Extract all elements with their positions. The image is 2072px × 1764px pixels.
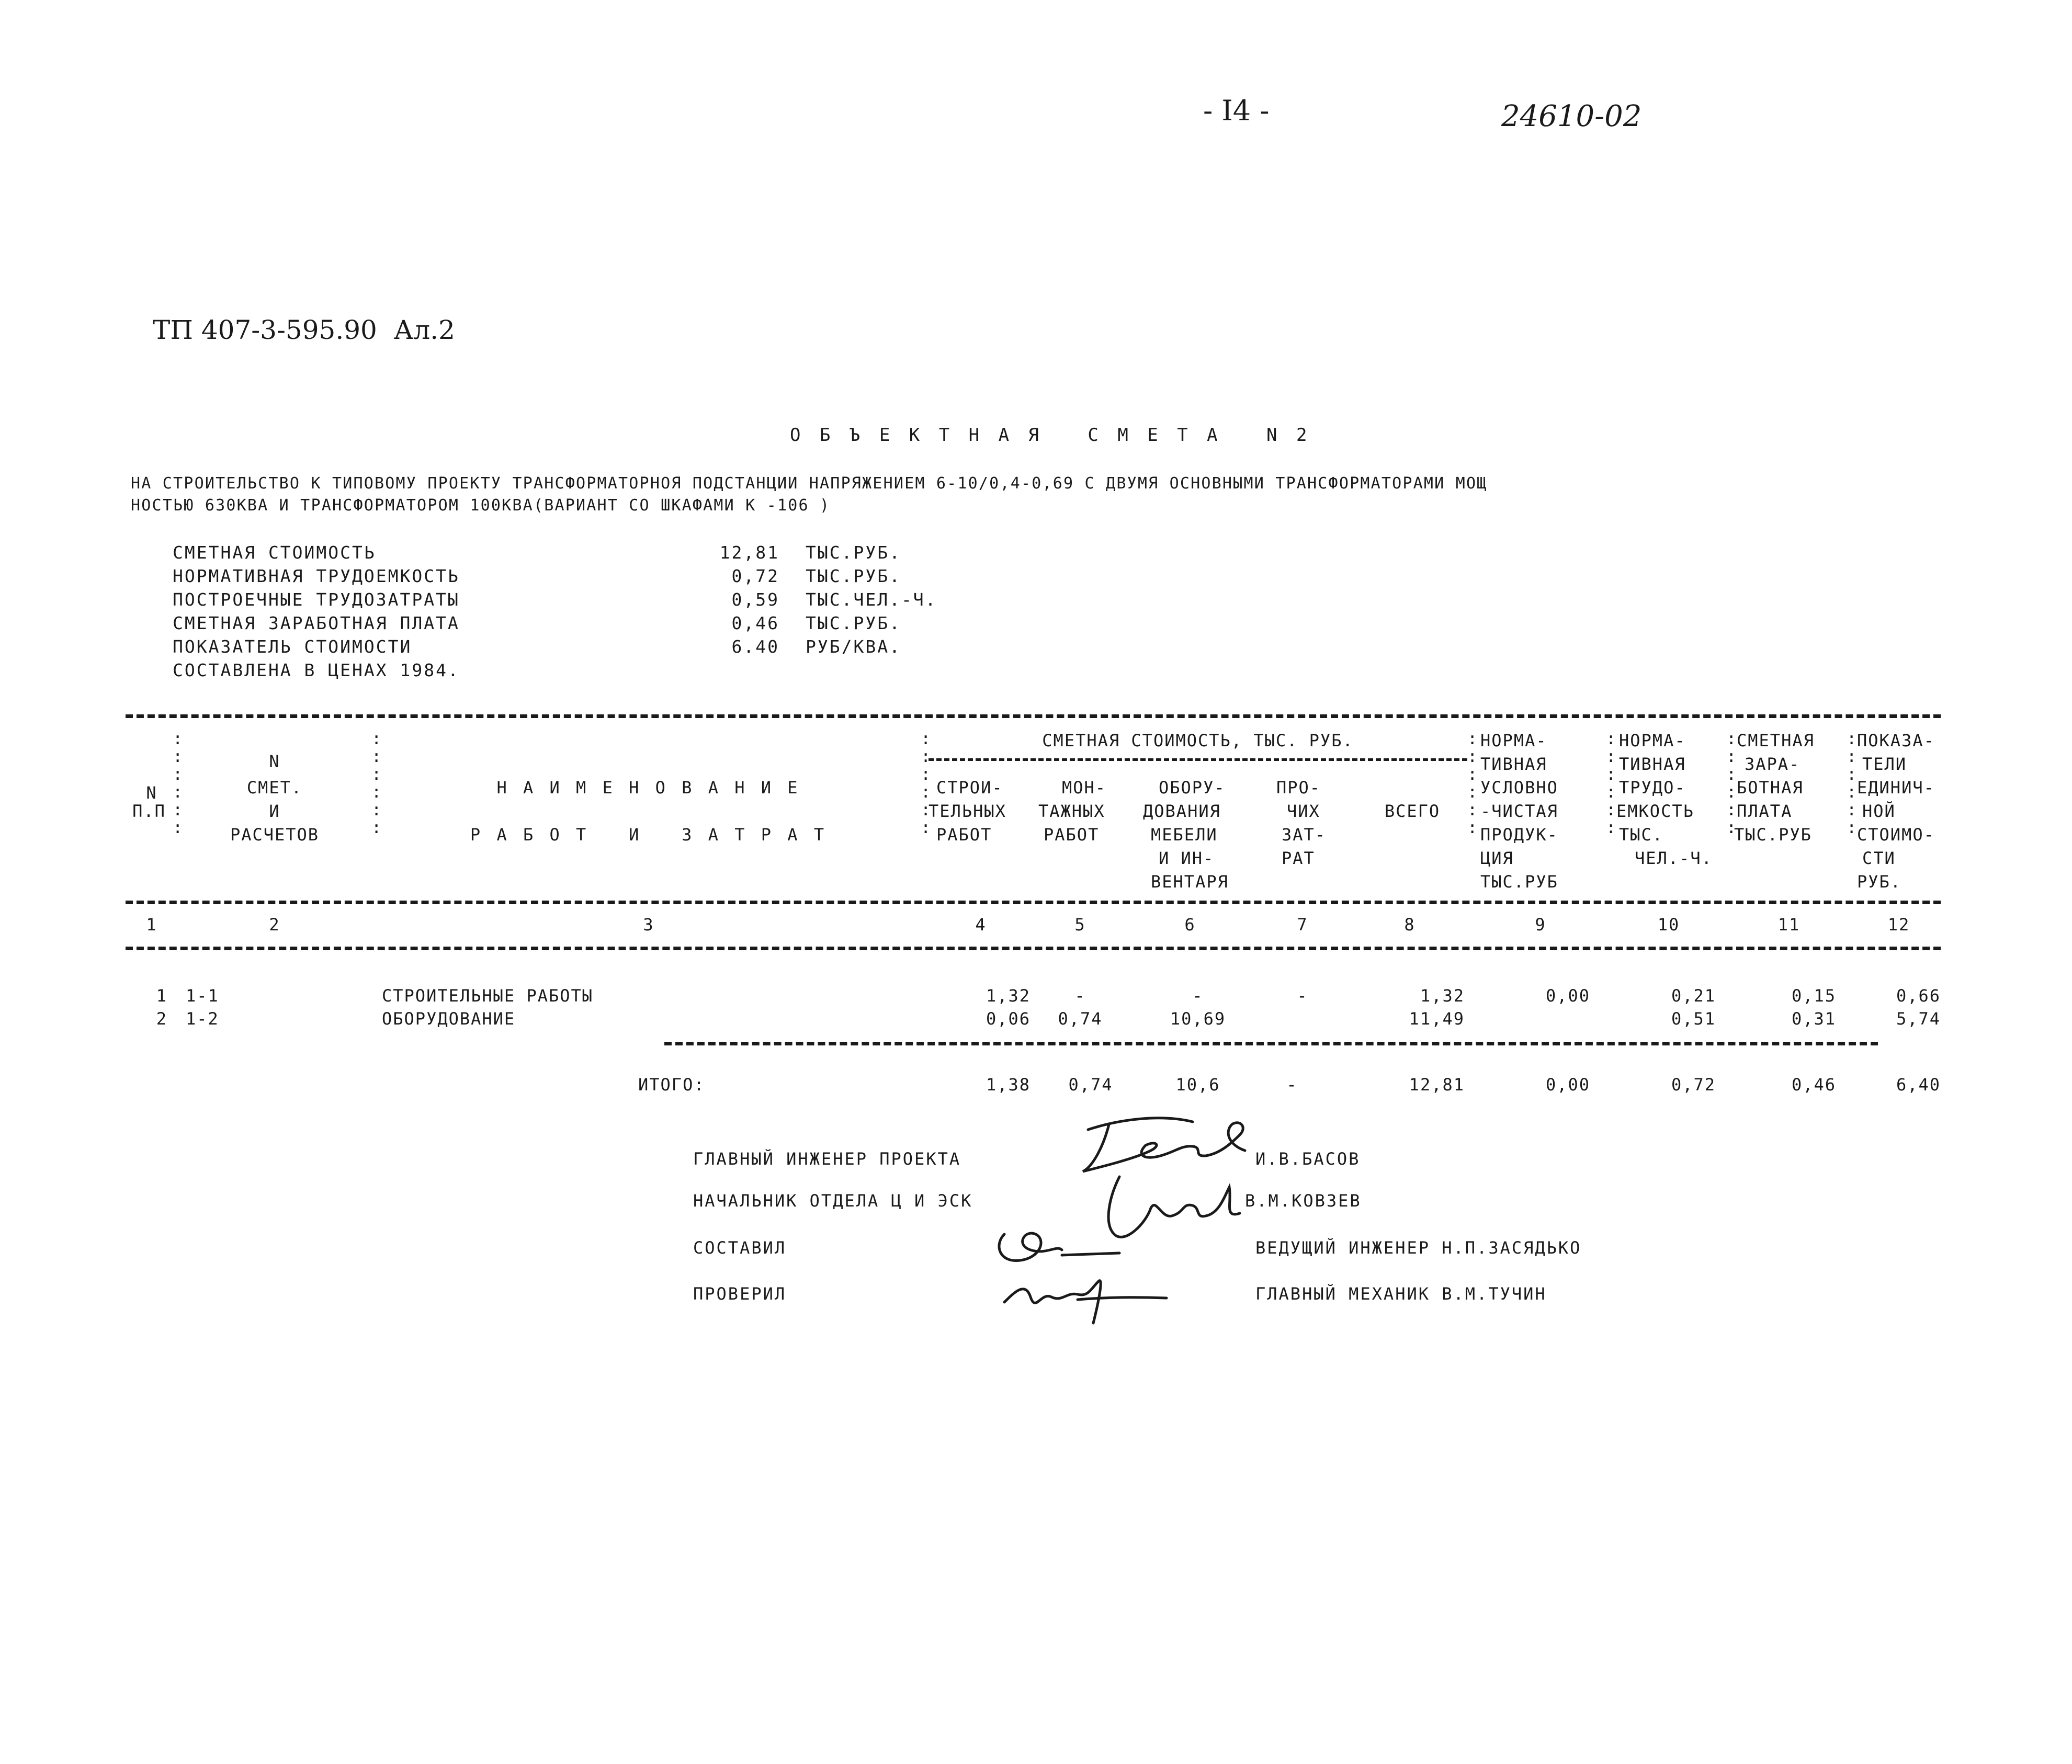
summary-value: 6.40: [731, 636, 779, 657]
column-number: 6: [1184, 915, 1196, 935]
signature-name: ГЛАВНЫЙ МЕХАНИК В.М.ТУЧИН: [1255, 1284, 1547, 1304]
signature-role: СОСТАВИЛ: [693, 1238, 787, 1258]
row-build: 1,32: [986, 986, 1031, 1006]
header-index-6: СТИ: [1862, 848, 1896, 868]
header-build-3: РАБОТ: [936, 825, 992, 845]
summary-label: СМЕТНАЯ СТОИМОСТЬ: [173, 542, 376, 563]
summary-unit: ТЫС.РУБ.: [806, 542, 901, 563]
row-other: -: [1297, 986, 1308, 1006]
row-total: 1,32: [1420, 986, 1465, 1006]
header-index-2: ТЕЛИ: [1862, 754, 1907, 774]
column-number: 10: [1657, 915, 1680, 935]
header-calc-1: N: [269, 752, 280, 771]
signature-name: ВЕДУЩИЙ ИНЖЕНЕР Н.П.ЗАСЯДЬКО: [1255, 1238, 1582, 1258]
header-norm1-7: ТЫС.РУБ: [1480, 872, 1558, 892]
summary-value: 0,72: [731, 566, 779, 586]
col-sep: : : : : : :: [1847, 729, 1857, 837]
header-mount-1: МОН-: [1062, 778, 1107, 798]
header-norm1-3: УСЛОВНО: [1480, 778, 1558, 798]
document-code: 24610-02: [1501, 99, 1642, 133]
signature-name: И.В.БАСОВ: [1255, 1149, 1361, 1169]
summary-unit: ТЫС.РУБ.: [806, 613, 901, 633]
column-number: 8: [1404, 915, 1416, 935]
totals-norm1: 0,00: [1545, 1075, 1590, 1095]
summary-value: 0,59: [731, 589, 779, 610]
header-equip-1: ОБОРУ-: [1159, 778, 1226, 798]
summary-label: НОРМАТИВНАЯ ТРУДОЕМКОСТЬ: [173, 566, 460, 586]
header-group-rule: [929, 758, 1467, 761]
header-index-4: НОЙ: [1862, 801, 1896, 821]
header-norm2-6: ЧЕЛ.-Ч.: [1635, 848, 1713, 868]
row-build: 0,06: [986, 1009, 1031, 1029]
header-index-7: РУБ.: [1857, 872, 1902, 892]
totals-mount: 0,74: [1068, 1075, 1113, 1095]
header-index-5: СТОИМО-: [1857, 825, 1935, 845]
column-number: 11: [1777, 915, 1801, 935]
header-norm1-4: -ЧИСТАЯ: [1480, 801, 1558, 821]
header-mount-3: РАБОТ: [1044, 825, 1100, 845]
summary-label: ПОСТРОЕЧНЫЕ ТРУДОЗАТРАТЫ: [173, 589, 460, 610]
header-other-2: ЧИХ: [1287, 801, 1320, 821]
column-number: 1: [146, 915, 157, 935]
summary-value: 0,46: [731, 613, 779, 633]
summary-value: 12,81: [719, 542, 779, 563]
header-other-4: РАТ: [1282, 848, 1315, 868]
column-number: 7: [1297, 915, 1308, 935]
row-wage: 0,15: [1791, 986, 1836, 1006]
summary-label: ПОКАЗАТЕЛЬ СТОИМОСТИ: [173, 636, 412, 657]
header-other-1: ПРО-: [1276, 778, 1321, 798]
column-number: 3: [643, 915, 654, 935]
column-number: 4: [975, 915, 987, 935]
document-title: О Б Ъ Е К Т Н А Я С М Е Т А N 2: [790, 425, 1311, 446]
row-norm1: 0,00: [1545, 986, 1590, 1006]
signature-role: ГЛАВНЫЙ ИНЖЕНЕР ПРОЕКТА: [693, 1149, 961, 1169]
header-norm2-3: ТРУДО-: [1619, 778, 1686, 798]
row-equip: -: [1192, 986, 1204, 1006]
totals-other: -: [1286, 1075, 1298, 1095]
header-norm2-1: НОРМА-: [1619, 731, 1686, 750]
table-rule-top: [126, 714, 1941, 718]
subtitle-line-2: НОСТЬЮ 630КВА И ТРАНСФОРМАТОРОМ 100КВА(ВАРИАНТ СО ШКАФАМИ К -106 ): [131, 496, 831, 515]
col-sep: : : : : : :: [1606, 729, 1616, 837]
header-equip-4: И ИН-: [1159, 848, 1215, 868]
row-name: СТРОИТЕЛЬНЫЕ РАБОТЫ: [382, 986, 594, 1006]
page-number: - I4 -: [1203, 94, 1270, 127]
column-number: 5: [1074, 915, 1086, 935]
row-index: 0,66: [1896, 986, 1941, 1006]
header-total: ВСЕГО: [1384, 801, 1441, 821]
header-n-1: N: [146, 783, 157, 803]
totals-build: 1,38: [986, 1075, 1031, 1095]
column-number: 2: [269, 915, 280, 935]
header-equip-3: МЕБЕЛИ: [1151, 825, 1218, 845]
header-wage-2: ЗАРА-: [1745, 754, 1801, 774]
totals-label: ИТОГО:: [638, 1075, 705, 1095]
header-mount-2: ТАЖНЫХ: [1038, 801, 1105, 821]
header-calc-2: СМЕТ.: [246, 778, 303, 798]
col-sep: : : : : : :: [921, 729, 931, 837]
row-calc: 1-1: [186, 986, 219, 1006]
header-norm2-5: ТЫС.: [1619, 825, 1664, 845]
header-name-1: Н А И М Е Н О В А Н И Е: [496, 778, 801, 798]
summary-unit: ТЫС.ЧЕЛ.-Ч.: [806, 589, 937, 610]
column-number: 12: [1887, 915, 1910, 935]
totals-total: 12,81: [1409, 1075, 1465, 1095]
series-label: ТП 407-3-595.90 Ал.2: [153, 315, 455, 345]
handwritten-signature-tuchin: [994, 1260, 1182, 1339]
header-n-2: П.П: [132, 801, 166, 821]
row-mount: 0,74: [1058, 1009, 1103, 1029]
header-norm1-6: ЦИЯ: [1480, 848, 1514, 868]
summary-unit: РУБ/КВА.: [806, 636, 901, 657]
header-wage-3: БОТНАЯ: [1737, 778, 1804, 798]
signature-name: В.М.КОВЗЕВ: [1245, 1191, 1362, 1211]
row-calc: 1-2: [186, 1009, 219, 1029]
row-n: 1: [156, 986, 167, 1006]
header-norm2-2: ТИВНАЯ: [1619, 754, 1686, 774]
header-index-1: ПОКАЗА-: [1857, 731, 1935, 750]
header-equip-5: ВЕНТАРЯ: [1151, 872, 1229, 892]
header-wage-5: ТЫС.РУБ: [1734, 825, 1812, 845]
subtitle-line-1: НА СТРОИТЕЛЬСТВО К ТИПОВОМУ ПРОЕКТУ ТРАНСФОРМАТОРНОЯ ПОДСТАНЦИИ НАПРЯЖЕНИЕМ 6-10/0,4-0,69 С ДВУМЯ ОСНОВНЫМИ ТРАНСФОРМАТОРАМИ МОЩ: [131, 474, 1488, 493]
totals-index: 6,40: [1896, 1075, 1941, 1095]
row-norm2: 0,51: [1671, 1009, 1716, 1029]
header-norm2-4: ЕМКОСТЬ: [1616, 801, 1694, 821]
col-sep: : : : : : :: [1467, 729, 1478, 837]
row-mount: -: [1074, 986, 1086, 1006]
header-norm1-1: НОРМА-: [1480, 731, 1547, 750]
totals-equip: 10,6: [1175, 1075, 1220, 1095]
col-sep: : : : : : :: [371, 729, 382, 837]
header-wage-1: СМЕТНАЯ: [1737, 731, 1815, 750]
signature-role: ПРОВЕРИЛ: [693, 1284, 787, 1304]
col-sep: : : : : : :: [173, 729, 183, 837]
row-wage: 0,31: [1791, 1009, 1836, 1029]
table-rule-totals: [664, 1042, 1878, 1045]
header-name-2: Р А Б О Т И З А Т Р А Т: [470, 825, 828, 845]
totals-norm2: 0,72: [1671, 1075, 1716, 1095]
totals-wage: 0,46: [1791, 1075, 1836, 1095]
header-equip-2: ДОВАНИЯ: [1143, 801, 1221, 821]
header-build-1: СТРОИ-: [936, 778, 1003, 798]
header-wage-4: ПЛАТА: [1737, 801, 1793, 821]
column-number: 9: [1535, 915, 1546, 935]
prices-note: СОСТАВЛЕНА В ЦЕНАХ 1984.: [173, 660, 460, 680]
header-norm1-5: ПРОДУК-: [1480, 825, 1558, 845]
header-calc-3: И: [269, 801, 280, 821]
row-total: 11,49: [1409, 1009, 1465, 1029]
header-index-3: ЕДИНИЧ-: [1857, 778, 1935, 798]
row-index: 5,74: [1896, 1009, 1941, 1029]
signature-role: НАЧАЛЬНИК ОТДЕЛА Ц И ЭСК: [693, 1191, 973, 1211]
header-norm1-2: ТИВНАЯ: [1480, 754, 1547, 774]
row-name: ОБОРУДОВАНИЕ: [382, 1009, 516, 1029]
header-calc-4: РАСЧЕТОВ: [230, 825, 320, 845]
row-norm2: 0,21: [1671, 986, 1716, 1006]
row-equip: 10,69: [1170, 1009, 1226, 1029]
summary-unit: ТЫС.РУБ.: [806, 566, 901, 586]
header-group-cost: СМЕТНАЯ СТОИМОСТЬ, ТЫС. РУБ.: [1042, 731, 1354, 750]
header-other-3: ЗАТ-: [1282, 825, 1327, 845]
summary-label: СМЕТНАЯ ЗАРАБОТНАЯ ПЛАТА: [173, 613, 460, 633]
table-rule-numbers: [126, 947, 1941, 950]
col-sep: : : : : : :: [1726, 729, 1737, 837]
header-build-2: ТЕЛЬНЫХ: [929, 801, 1006, 821]
row-n: 2: [156, 1009, 167, 1029]
table-rule-header: [126, 901, 1941, 904]
